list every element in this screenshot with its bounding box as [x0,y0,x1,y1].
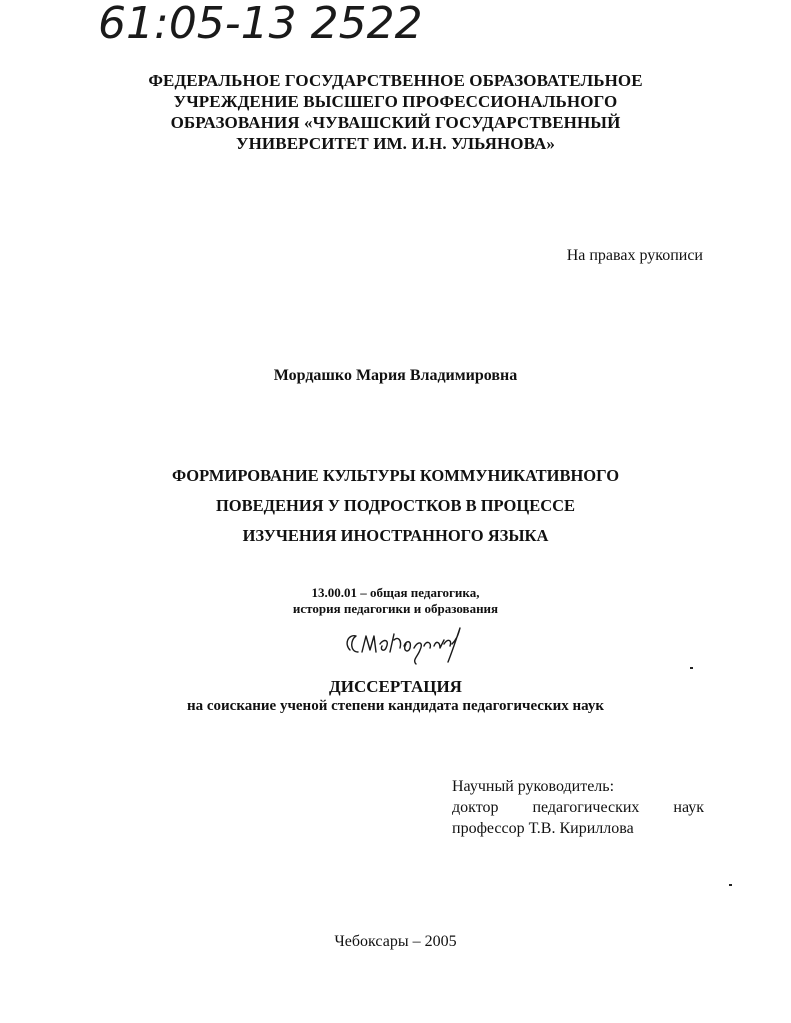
document-type: ДИССЕРТАЦИЯ [329,677,462,696]
place-and-year: Чебоксары – 2005 [334,933,457,950]
dissertation-title [0,461,791,551]
handwritten-signature [340,610,470,670]
specialty-line: история педагогики и образования [292,601,499,616]
author-name: Мордашко Мария Владимировна [273,367,518,384]
organization-line: ФЕДЕРАЛЬНОЕ ГОСУДАРСТВЕННОЕ ОБРАЗОВАТЕЛЬНОЕ [148,71,643,90]
rights-notice: На правах рукописи [566,247,703,264]
degree-statement: на соискание ученой степени кандидата педагогических наук [186,698,605,714]
handwritten-registration-code [96,0,496,50]
specialty-line: 13.00.01 – общая педагогика, [311,585,480,600]
title-line: ИЗУЧЕНИЯ ИНОСТРАННОГО ЯЗЫКА [242,526,549,545]
scientific-advisor [452,776,704,839]
scan-speck [690,667,693,669]
title-line: ПОВЕДЕНИЯ У ПОДРОСТКОВ В ПРОЦЕССЕ [215,496,576,515]
registration-code-text: 61:05-13 2522 [98,0,423,49]
title-line: ФОРМИРОВАНИЕ КУЛЬТУРЫ КОММУНИКАТИВНОГО [171,466,620,485]
organization-line: УЧРЕЖДЕНИЕ ВЫСШЕГО ПРОФЕССИОНАЛЬНОГО [173,92,618,111]
organization-line: УНИВЕРСИТЕТ ИМ. И.Н. УЛЬЯНОВА» [236,134,555,153]
organization-header [0,70,791,154]
advisor-credentials: доктор педагогических наук [452,799,704,816]
scan-speck [729,884,732,886]
advisor-label: Научный руководитель: [452,778,615,795]
advisor-name: профессор Т.В. Кириллова [452,820,634,837]
organization-line: ОБРАЗОВАНИЯ «ЧУВАШСКИЙ ГОСУДАРСТВЕННЫЙ [170,113,621,132]
